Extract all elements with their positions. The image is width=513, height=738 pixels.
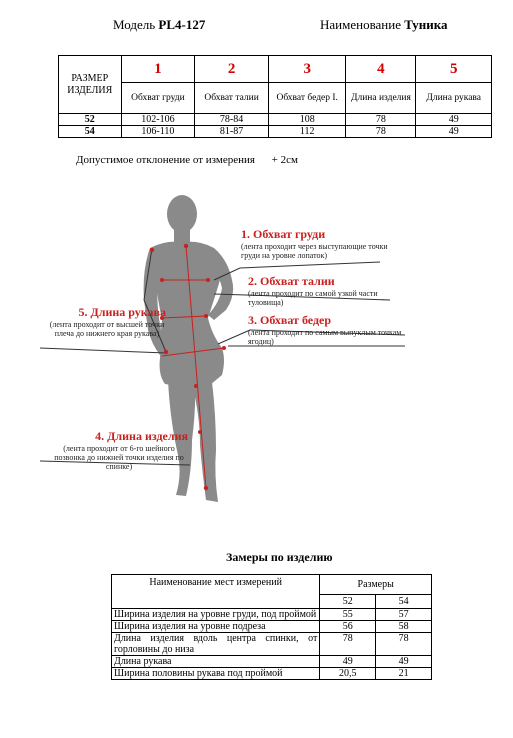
table-cell: 55 <box>320 609 376 621</box>
table-cell: 49 <box>416 114 492 126</box>
column-label: Обхват талии <box>195 83 269 114</box>
callout-length <box>50 429 188 471</box>
callout-bust <box>241 227 401 260</box>
size-table <box>58 55 492 138</box>
column-number: 1 <box>121 56 195 83</box>
table-cell: 78 <box>376 633 432 656</box>
size-column: 54 <box>376 595 432 609</box>
callout-title: 2. Обхват талии <box>248 274 335 288</box>
table-cell: 102-106 <box>121 114 195 126</box>
table-cell: 49 <box>320 656 376 668</box>
model-code: PL4-127 <box>158 17 206 32</box>
size-header: РАЗМЕР ИЗДЕЛИЯ <box>59 56 122 114</box>
name-value: Туника <box>404 17 448 32</box>
column-number: 5 <box>416 56 492 83</box>
row-size: 54 <box>59 126 122 138</box>
table-cell: 57 <box>376 609 432 621</box>
table-cell: 78 <box>320 633 376 656</box>
callout-title: 5. Длина рукава <box>78 305 166 319</box>
garment-measurements-table <box>111 574 432 680</box>
table-cell: 78-84 <box>195 114 269 126</box>
column-number: 2 <box>195 56 269 83</box>
table-cell: 49 <box>376 656 432 668</box>
model-prefix: Модель <box>113 17 159 32</box>
callout-description: (лента проходит от высшей точки плеча до нижнего края рукава) <box>49 320 165 338</box>
tolerance-line <box>76 154 298 166</box>
table-cell: 21 <box>376 668 432 680</box>
table-cell: 108 <box>268 114 346 126</box>
table-cell: 49 <box>416 126 492 138</box>
column-label: Длина изделия <box>346 83 416 114</box>
callout-title: 1. Обхват груди <box>241 227 326 241</box>
measure-name: Ширина изделия на уровне груди, под проймой <box>112 609 320 621</box>
product-name-line <box>320 17 448 33</box>
column-number: 4 <box>346 56 416 83</box>
size-column: 52 <box>320 595 376 609</box>
column-number: 3 <box>268 56 346 83</box>
garment-table-title: Замеры по изделию <box>226 550 333 564</box>
table-cell: 78 <box>346 114 416 126</box>
model-line <box>113 17 205 33</box>
sizes-header: Размеры <box>320 575 432 595</box>
callout-title: 4. Длина изделия <box>95 429 188 443</box>
column-label: Обхват груди <box>121 83 195 114</box>
measure-name: Ширина изделия на уровне подреза <box>112 621 320 633</box>
callout-title: 3. Обхват бедер <box>248 313 332 327</box>
measure-name: Длина изделия вдоль центра спинки, от горловины до низа <box>112 633 320 656</box>
table-cell: 112 <box>268 126 346 138</box>
callout-hips <box>248 313 408 346</box>
place-header: Наименование мест измерений <box>112 575 320 609</box>
callout-description: (лента проходит через выступающие точки груди на уровне лопаток) <box>241 242 388 260</box>
callout-sleeve <box>48 305 166 338</box>
column-label: Обхват бедер I. <box>268 83 346 114</box>
table-cell: 106-110 <box>121 126 195 138</box>
name-prefix: Наименование <box>320 17 405 32</box>
table-cell: 78 <box>346 126 416 138</box>
callout-description: (лента проходит по самой узкой части туловища) <box>248 289 378 307</box>
callout-description: (лента проходит по самым выпуклым точкам ягодиц) <box>248 328 402 346</box>
callout-description: (лента проходит от 6-го шейного позвонка до нижней точки изделия по спинке) <box>54 444 184 471</box>
table-cell: 56 <box>320 621 376 633</box>
measure-name: Длина рукава <box>112 656 320 668</box>
column-label: Длина рукава <box>416 83 492 114</box>
table-cell: 81-87 <box>195 126 269 138</box>
body-figure-illustration <box>0 170 513 530</box>
measure-name: Ширина половины рукава под проймой <box>112 668 320 680</box>
table-cell: 58 <box>376 621 432 633</box>
callout-waist <box>248 274 393 307</box>
row-size: 52 <box>59 114 122 126</box>
tolerance-text: Допустимое отклонение от измерения <box>76 154 255 166</box>
table-cell: 20,5 <box>320 668 376 680</box>
tolerance-value: + 2см <box>271 154 298 166</box>
